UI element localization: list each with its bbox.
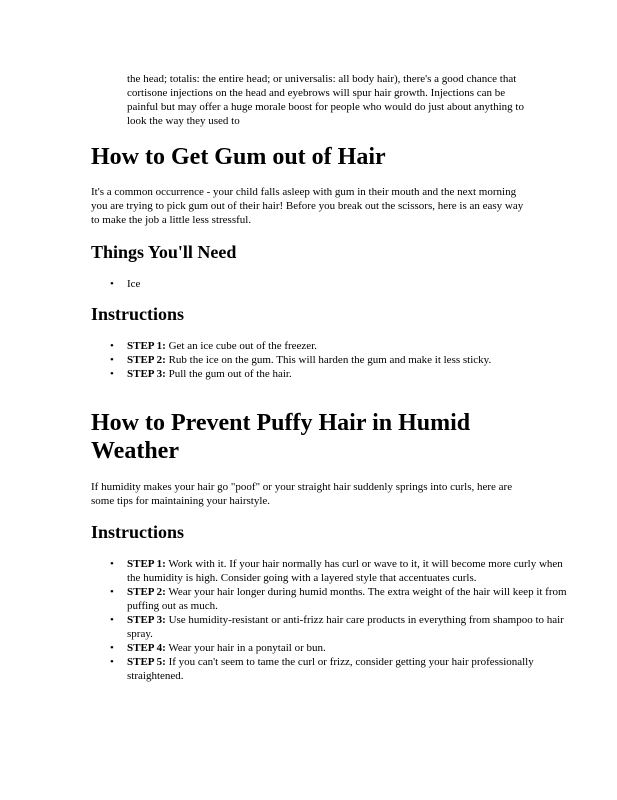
bullet-icon: •	[110, 340, 114, 352]
bullet-icon: •	[110, 368, 114, 380]
step-label: STEP 1:	[127, 558, 166, 570]
step-label: STEP 1:	[127, 340, 166, 352]
step-label: STEP 3:	[127, 368, 166, 380]
bullet-icon: •	[110, 656, 114, 668]
step-text: Get an ice cube out of the freezer.	[168, 340, 317, 352]
step-text: Pull the gum out of the hair.	[168, 368, 292, 380]
step-text: Work with it. If your hair normally has curl or wave to it, it will become more curly when the humidity is high. Consider going with a layered style that accentuates curls.	[127, 558, 563, 584]
step-label: STEP 3:	[127, 614, 166, 626]
list-item	[110, 585, 567, 613]
step-text: Wear your hair longer during humid months. The extra weight of the hair will keep it from puffing out as much.	[127, 586, 567, 612]
gum-steps-list	[91, 339, 567, 381]
step-label: STEP 2:	[127, 586, 166, 598]
list-item	[110, 277, 567, 291]
gum-intro-paragraph: It's a common occurrence - your child falls asleep with gum in their mouth and the next morning you are trying to pick gum out of their hair! Before you break out the scissors, here is an easy way to make the job a little less stressful.	[91, 186, 524, 226]
section-title-puffy-hair: How to Prevent Puffy Hair in Humid Weather	[91, 410, 471, 464]
things-item-label: Ice	[127, 278, 141, 290]
step-text: Wear your hair in a ponytail or bun.	[168, 642, 326, 654]
bullet-icon: •	[110, 278, 114, 290]
puffy-instructions-heading: Instructions	[91, 522, 185, 542]
bullet-icon: •	[110, 642, 114, 654]
list-item	[110, 367, 567, 381]
list-item	[110, 557, 567, 585]
puffy-steps-list	[91, 557, 567, 683]
step-label: STEP 2:	[127, 354, 166, 366]
gum-instructions-heading: Instructions	[91, 304, 185, 324]
list-item	[110, 613, 567, 641]
list-item	[110, 353, 567, 367]
bullet-icon: •	[110, 558, 114, 570]
things-needed-heading: Things You'll Need	[91, 242, 237, 262]
step-text: If you can't seem to tame the curl or frizz, consider getting your hair professionally straightened.	[127, 656, 534, 682]
list-item	[110, 641, 567, 655]
puffy-intro-paragraph: If humidity makes your hair go "poof" or your straight hair suddenly springs into curls, here are some tips for maintaining your hairstyle.	[91, 481, 513, 507]
step-label: STEP 4:	[127, 642, 166, 654]
section-title-gum: How to Get Gum out of Hair	[91, 144, 386, 170]
things-needed-list	[91, 277, 567, 291]
step-text: Use humidity-resistant or anti-frizz hair care products in everything from shampoo to hair spray.	[127, 614, 564, 640]
bullet-icon: •	[110, 614, 114, 626]
step-text: Rub the ice on the gum. This will harden the gum and make it less sticky.	[168, 354, 492, 366]
list-item	[110, 339, 567, 353]
bullet-icon: •	[110, 354, 114, 366]
bullet-icon: •	[110, 586, 114, 598]
step-label: STEP 5:	[127, 656, 166, 668]
continued-paragraph: the head; totalis: the entire head; or universalis: all body hair), there's a good chance that cortisone injections on the head and eyebrows will spur hair growth. Injections can be painful but may offer a huge morale boost for people who would do just about anything to look the way they used to	[127, 73, 524, 127]
list-item	[110, 655, 567, 683]
